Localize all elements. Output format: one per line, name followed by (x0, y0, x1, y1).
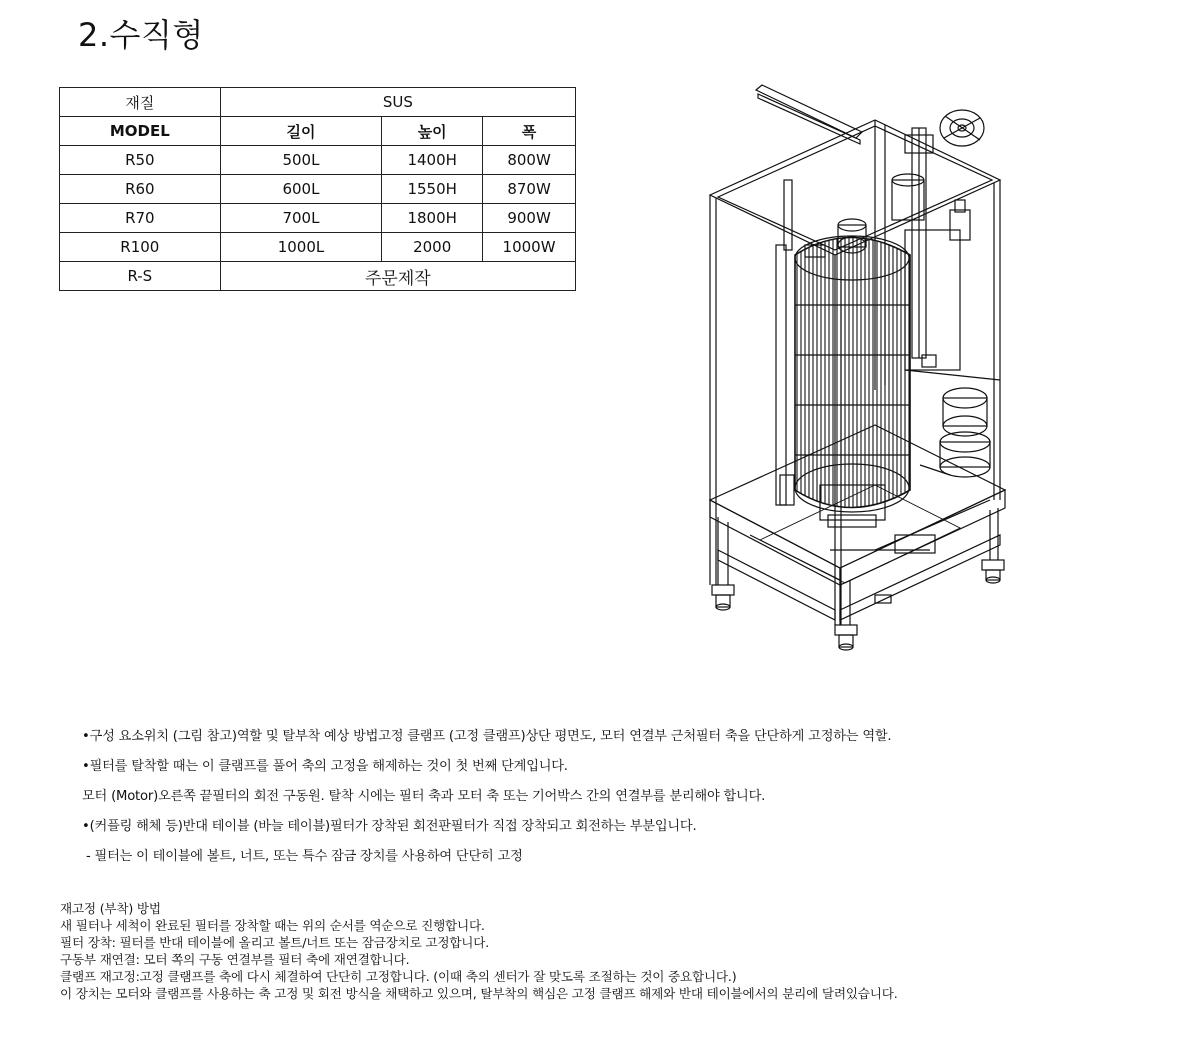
cell-model: R-S (60, 262, 221, 291)
cell-length: 500L (220, 146, 382, 175)
note-line: 구동부 재연결: 모터 쪽의 구동 연결부를 필터 축에 재연결합니다. (60, 952, 410, 967)
component-description-list (82, 722, 891, 872)
note-line: 필터 장착: 필터를 반대 테이블에 올리고 볼트/너트 또는 잠금장치로 고정합니다. (60, 935, 490, 950)
cell-width: 1000W (483, 233, 576, 262)
machine-drawing (700, 80, 1030, 660)
table-row (60, 146, 576, 175)
caster-wheels (712, 560, 1004, 650)
filter-drum (795, 219, 910, 527)
cell-width: 800W (483, 146, 576, 175)
table-header-row (60, 117, 576, 146)
table-row (60, 88, 576, 117)
note-line: 새 필터나 세척이 완료된 필터를 장착할 때는 위의 순서를 역순으로 진행합니다. (60, 918, 485, 933)
list-item: 모터 (Motor)오른쪽 끝필터의 회전 구동원. 탈착 시에는 필터 축과 모터 축 또는 기어박스 간의 연결부를 분리해야 합니다. (82, 789, 766, 804)
page-title: 2.수직형 (78, 16, 204, 54)
cell-length: 700L (220, 204, 382, 233)
table-row (60, 204, 576, 233)
cell-height: 1800H (382, 204, 483, 233)
header-length: 길이 (220, 117, 382, 146)
cell-model: R50 (60, 146, 221, 175)
support-rod (776, 180, 794, 505)
handwheel (905, 110, 984, 367)
material-value: SUS (220, 88, 575, 117)
cell-width: 870W (483, 175, 576, 204)
cell-length: 1000L (220, 233, 382, 262)
cell-model: R60 (60, 175, 221, 204)
table-row (60, 233, 576, 262)
cell-height: 1550H (382, 175, 483, 204)
cell-model: R100 (60, 233, 221, 262)
cell-height: 2000 (382, 233, 483, 262)
cell-model: R70 (60, 204, 221, 233)
material-label: 재질 (60, 88, 221, 117)
cell-length: 600L (220, 175, 382, 204)
header-model: MODEL (60, 117, 221, 146)
table-row (60, 175, 576, 204)
header-width: 폭 (483, 117, 576, 146)
list-item: - 필터는 이 테이블에 볼트, 너트, 또는 특수 잠금 장치를 사용하여 단단히 고정 (82, 849, 523, 864)
spec-table (59, 87, 576, 291)
lid-plate (756, 85, 862, 144)
note-line: 클램프 재고정:고정 클램프를 축에 다시 체결하여 단단히 고정합니다. (이때 축의 센터가 잘 맞도록 조절하는 것이 중요합니다.) (60, 969, 737, 984)
cell-height: 1400H (382, 146, 483, 175)
notes-heading: 재고정 (부착) 방법 (60, 901, 161, 916)
cell-width: 900W (483, 204, 576, 233)
side-fittings (920, 388, 990, 477)
list-item: •(커플링 해체 등)반대 테이블 (바늘 테이블)필터가 장착된 회전판필터가 직접 장착되고 회전하는 부분입니다. (82, 819, 697, 834)
reattach-notes (60, 900, 1145, 1002)
list-item: •필터를 탈착할 때는 이 클램프를 풀어 축의 고정을 해제하는 것이 첫 번째 단계입니다. (82, 759, 568, 774)
custom-order-value: 주문제작 (220, 262, 575, 291)
note-line: 이 장치는 모터와 클램프를 사용하는 축 고정 및 회전 방식을 채택하고 있으며, 탈부착의 핵심은 고정 클램프 해제와 반대 테이블에서의 분리에 달려있습니다. (60, 986, 898, 1001)
table-row (60, 262, 576, 291)
list-item: •구성 요소위치 (그림 참고)역할 및 탈부착 예상 방법고정 클램프 (고정 클램프)상단 평면도, 모터 연결부 근처필터 축을 단단하게 고정하는 역할. (82, 729, 892, 744)
header-height: 높이 (382, 117, 483, 146)
